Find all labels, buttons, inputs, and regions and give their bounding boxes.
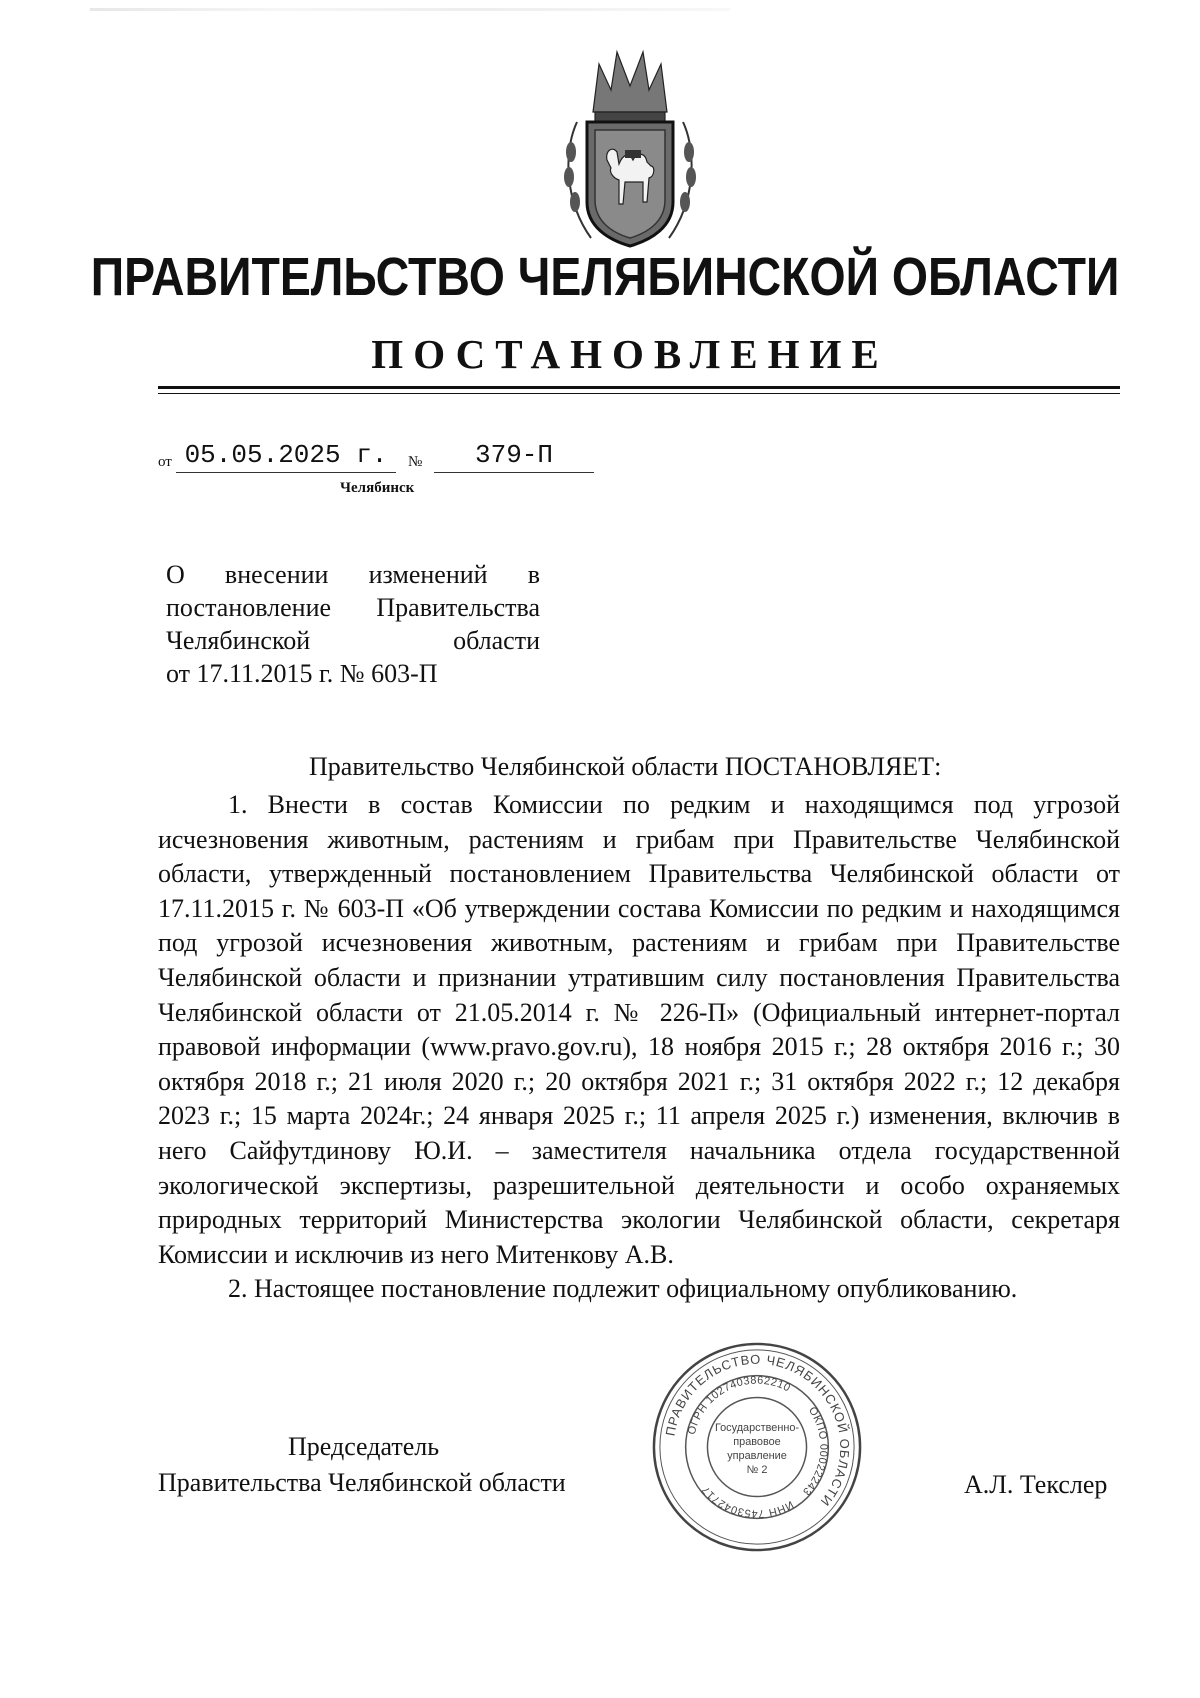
- official-stamp: [648, 1338, 866, 1556]
- signatory-title-line1: Председатель: [288, 1432, 440, 1461]
- subject-line: от 17.11.2015 г. № 603-П: [166, 659, 438, 688]
- stamp-center-line: управление: [727, 1449, 787, 1462]
- stamp-ogrn: ОГРН 1027403862210: [685, 1374, 793, 1436]
- scan-artifact: [90, 8, 730, 11]
- subject-line: О внесении изменений в: [166, 560, 540, 589]
- subject-line: постановление Правительства: [166, 593, 540, 622]
- paragraph-2: 2. Настоящее постановление подлежит официальному опубликованию.: [228, 1274, 1018, 1304]
- stamp-center-line: Государственно-: [714, 1422, 800, 1435]
- paragraph-1: 1. Внести в состав Комиссии по редким и находящимся под угрозой исчезновения животным, растениям и грибам при Правительстве Челябинской области, утвержденный постановлением Правительства Челябинской области от 17.11.2015 г. № 603-П «Об утверждении состава Комиссии по редким и находящимся под угрозой исчезновения животным, растениям и грибам при Правительстве Челябинской области и признании утратившим силу постановления Правительства Челябинской области от 21.05.2014 г. № 226-П» (Официальный интернет-портал правовой информации (www.pravo.gov.ru), 18 ноября 2015 г.; 28 октября 2016 г.; 30 октября 2018 г.; 21 июля 2020 г.; 20 октября 2021 г.; 31 октября 2022 г.; 12 декабря 2023 г.; 15 марта 2024г.; 24 января 2025 г.; 11 апреля 2025 г.) изменения, включив в него Сайфутдинову Ю.И. – заместителя начальника отдела государственной экологической экспертизы, разрешительной деятельности и особо охраняемых природных территорий Министерства экологии Челябинской области, секретаря Комиссии и исключив из него Митенкову А.В.: [158, 790, 1120, 1269]
- stamp-center-line: № 2: [746, 1463, 768, 1476]
- number-label: №: [408, 454, 423, 470]
- coat-of-arms-emblem: [555, 42, 705, 252]
- svg-text:ИНН 7453042717: [699, 1483, 795, 1519]
- signatory-title-line2: Правительства Челябинской области: [158, 1468, 566, 1497]
- header-rule-thick: [158, 386, 1120, 389]
- stamp-outer-text: ПРАВИТЕЛЬСТВО ЧЕЛЯБИНСКОЙ ОБЛАСТИ: [662, 1351, 853, 1510]
- preamble: Правительство Челябинской области ПОСТАНОВЛЯЕТ:: [309, 752, 942, 781]
- stamp-center-line: правовое: [733, 1436, 781, 1449]
- stamp-okpo: ОКПО 00022243: [799, 1404, 830, 1498]
- from-label: от: [158, 454, 172, 470]
- document-number: 379-П: [434, 440, 594, 473]
- date-number-line: [158, 440, 598, 476]
- document-subject: [166, 558, 540, 690]
- subject-line: Челябинской области: [166, 626, 540, 655]
- signatory-name: А.Л. Текслер: [964, 1470, 1108, 1499]
- organization-title: ПРАВИТЕЛЬСТВО ЧЕЛЯБИНСКОЙ ОБЛАСТИ: [90, 247, 1120, 307]
- document-date: 05.05.2025 г.: [176, 440, 396, 473]
- document-type-title: ПОСТАНОВЛЕНИЕ: [371, 331, 889, 377]
- stamp-inn: ИНН 7453042717: [699, 1483, 796, 1520]
- city-label: Челябинск: [340, 480, 415, 496]
- svg-text:ОКПО 00022243: [800, 1405, 829, 1498]
- header-rule-thin: [158, 393, 1120, 394]
- document-body: [158, 788, 1120, 1307]
